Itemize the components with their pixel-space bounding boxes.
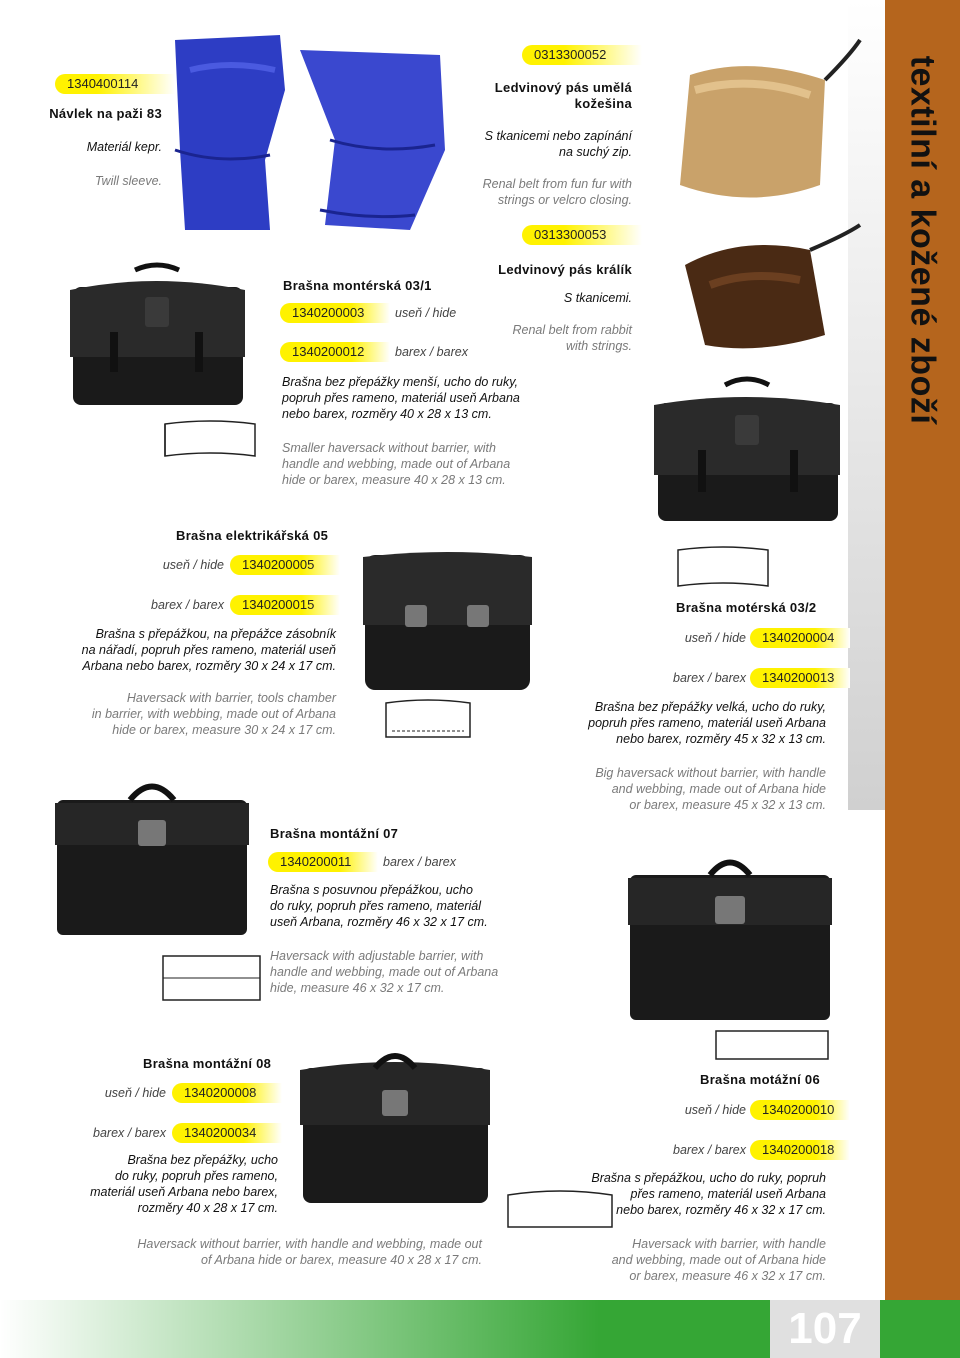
product-desc-cz: popruh přes rameno, materiál useň Arbana — [282, 391, 520, 405]
bag-photo — [65, 262, 250, 412]
product-desc-cz: Brašna s posuvnou přepážkou, ucho — [270, 883, 473, 897]
product-code: 1340200018 — [750, 1140, 850, 1160]
product-title: Brašna montážní 07 — [270, 826, 399, 841]
category-label: textilní a kožené zboží — [903, 55, 942, 425]
product-desc-cz: na suchý zip. — [559, 145, 632, 159]
product-material: barex / barex — [151, 598, 224, 612]
product-desc-en: and webbing, made out of Arbana hide — [611, 1253, 826, 1267]
product-desc-en: handle and webbing, made out of Arbana — [270, 965, 499, 979]
product-desc-cz: rozměry 40 x 28 x 17 cm. — [137, 1201, 278, 1215]
product-code: 1340200010 — [750, 1100, 850, 1120]
product-material: useň / hide — [104, 1086, 166, 1100]
bag-profile-diagram — [155, 948, 270, 1008]
product-title: Brašna motérská 03/2 — [676, 600, 817, 615]
product-code: 1340200003 — [280, 303, 390, 323]
product-desc-en: strings or velcro closing. — [497, 193, 632, 207]
product-code: 1340200034 — [172, 1123, 282, 1143]
product-desc-cz: přes rameno, materiál useň Arbana — [630, 1187, 826, 1201]
product-desc-en: Haversack with barrier, with handle — [632, 1237, 826, 1251]
product-material: barex / barex — [383, 855, 456, 869]
product-title: Brašna montážní 08 — [143, 1056, 272, 1071]
sleeve-photo — [160, 30, 460, 230]
bag-photo — [355, 545, 540, 695]
product-desc-cz: S tkanicemi. — [563, 291, 632, 305]
product-desc-en: hide or barex, measure 30 x 24 x 17 cm. — [112, 723, 336, 737]
product-material: useň / hide — [395, 306, 457, 320]
page-number: 107 — [770, 1300, 880, 1358]
footer-fade — [0, 1300, 600, 1358]
product-desc-cz: do ruky, popruh přes rameno, — [114, 1169, 278, 1183]
product-material: useň / hide — [162, 558, 224, 572]
product-code: 1340200004 — [750, 628, 850, 648]
product-material: useň / hide — [684, 1103, 746, 1117]
product-desc-cz: Brašna bez přepážky, ucho — [127, 1153, 278, 1167]
product-title: Brašna montérská 03/1 — [283, 278, 432, 293]
product-desc-cz: Arbana nebo barex, rozměry 30 x 24 x 17 cm. — [82, 659, 336, 673]
product-title: Brašna elektrikářská 05 — [176, 528, 329, 543]
product-material: barex / barex — [673, 671, 746, 685]
bag-profile-diagram — [155, 414, 270, 464]
product-material: barex / barex — [395, 345, 468, 359]
product-desc-en: of Arbana hide or barex, measure 40 x 28 x 17 cm. — [201, 1253, 482, 1267]
product-desc-en: hide or barex, measure 40 x 28 x 13 cm. — [282, 473, 506, 487]
product-desc-en: or barex, measure 45 x 32 x 13 cm. — [629, 798, 826, 812]
product-desc-cz: popruh přes rameno, materiál useň Arbana — [588, 716, 826, 730]
product-desc-cz: Brašna s přepážkou, na přepážce zásobník — [95, 627, 336, 641]
product-title: Brašna motážní 06 — [700, 1072, 820, 1087]
product-desc-en: hide, measure 46 x 32 x 17 cm. — [270, 981, 445, 995]
product-code: 1340200005 — [230, 555, 340, 575]
product-code: 1340200013 — [750, 668, 850, 688]
bag-photo — [650, 375, 845, 525]
product-code: 1340200011 — [268, 852, 378, 872]
product-desc-en: and webbing, made out of Arbana hide — [611, 782, 826, 796]
product-material: barex / barex — [673, 1143, 746, 1157]
product-desc-cz: Brašna bez přepážky menší, ucho do ruky, — [282, 375, 518, 389]
product-title: Ledvinový pás králík — [498, 262, 632, 277]
product-code: 0313300053 — [522, 225, 642, 245]
product-desc-cz: useň Arbana, rozměry 46 x 32 x 17 cm. — [270, 915, 488, 929]
bag-photo — [52, 765, 252, 940]
product-desc-cz: Brašna bez přepážky velká, ucho do ruky, — [594, 700, 826, 714]
product-code: 1340200015 — [230, 595, 340, 615]
product-title: Ledvinový pás umělá — [494, 80, 632, 95]
product-desc-en: Twill sleeve. — [94, 174, 162, 188]
product-material: useň / hide — [684, 631, 746, 645]
product-desc-cz: materiál useň Arbana nebo barex, — [90, 1185, 278, 1199]
product-desc-en: Haversack with barrier, tools chamber — [126, 691, 336, 705]
product-desc-en: Renal belt from rabbit — [512, 323, 632, 337]
product-desc-cz: S tkanicemi nebo zapínání — [484, 129, 632, 143]
product-desc-en: with strings. — [566, 339, 632, 353]
product-desc-cz: Brašna s přepážkou, ucho do ruky, popruh — [591, 1171, 826, 1185]
product-desc-cz: nebo barex, rozměry 45 x 32 x 13 cm. — [616, 732, 826, 746]
bag-photo — [625, 850, 835, 1025]
product-desc-cz: nebo barex, rozměry 46 x 32 x 17 cm. — [616, 1203, 826, 1217]
product-desc-en: handle and webbing, made out of Arbana — [282, 457, 511, 471]
bag-profile-diagram — [668, 540, 778, 595]
product-title: kožešina — [574, 96, 632, 111]
product-material: Materiál kepr. — [86, 140, 162, 154]
product-desc-en: in barrier, with webbing, made out of Arbana — [91, 707, 336, 721]
product-code: 1340400114 — [55, 74, 175, 94]
renal-belt-photo — [650, 35, 870, 365]
product-code: 1340200008 — [172, 1083, 282, 1103]
product-desc-cz: do ruky, popruh přes rameno, materiál — [270, 899, 481, 913]
product-code: 0313300052 — [522, 45, 642, 65]
product-desc-en: Renal belt from fun fur with — [482, 177, 632, 191]
product-material: barex / barex — [93, 1126, 166, 1140]
bag-profile-diagram — [710, 1025, 835, 1065]
product-desc-en: Haversack with adjustable barrier, with — [270, 949, 484, 963]
product-desc-en: Haversack without barrier, with handle and webbing, made out — [137, 1237, 482, 1251]
product-title: Návlek na paži 83 — [49, 106, 162, 121]
product-desc-en: Smaller haversack without barrier, with — [282, 441, 496, 455]
product-desc-cz: na nářadí, popruh přes rameno, materiál useň — [81, 643, 336, 657]
bag-profile-diagram — [378, 695, 478, 745]
product-code: 1340200012 — [280, 342, 390, 362]
product-desc-en: or barex, measure 46 x 32 x 17 cm. — [629, 1269, 826, 1283]
product-desc-en: Big haversack without barrier, with handle — [595, 766, 826, 780]
bag-photo — [295, 1040, 495, 1210]
product-desc-cz: nebo barex, rozměry 40 x 28 x 13 cm. — [282, 407, 492, 421]
